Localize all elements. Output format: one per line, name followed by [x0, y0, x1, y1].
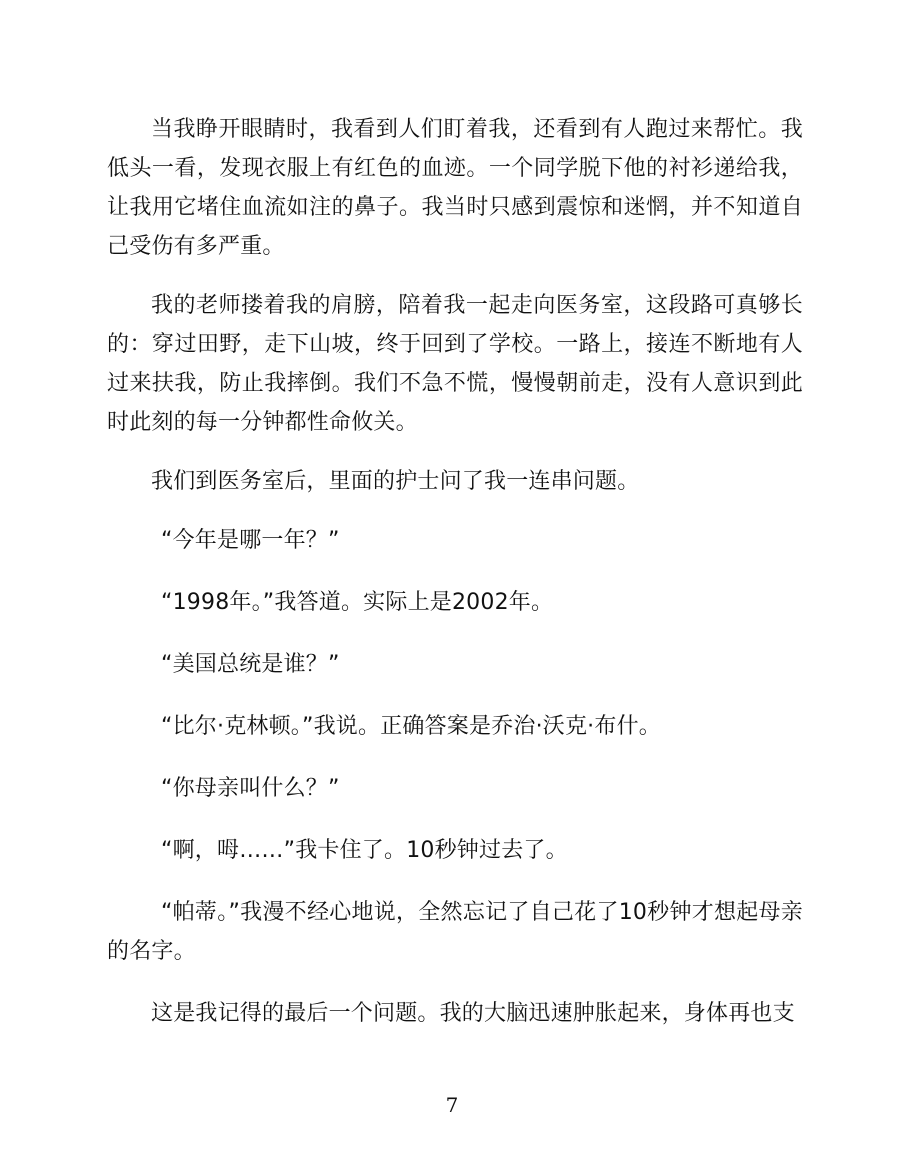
body-text	[107, 110, 803, 1053]
paragraph: 当我睁开眼睛时，我看到人们盯着我，还看到有人跑过来帮忙。我低头一看，发现衣服上有红色的血迹。一个同学脱下他的衬衫递给我，让我用它堵住血流如注的鼻子。我当时只感到震惊和迷惘，并不知道自己受伤有多严重。	[107, 117, 803, 259]
paragraph: 这是我记得的最后一个问题。我的大脑迅速肿胀起来，身体再也支	[151, 1001, 795, 1026]
dialog-line: “美国总统是谁？”	[161, 652, 340, 677]
dialog-line: “你母亲叫什么？”	[161, 776, 340, 801]
page-number: 7	[445, 1093, 459, 1117]
dialog-line: “啊，呣……”我卡住了。10秒钟过去了。	[161, 838, 568, 863]
dialog-line: “帕蒂。”我漫不经心地说，全然忘记了自己花了10秒钟才想起母亲的名字。	[107, 900, 803, 964]
dialog-line: “比尔·克林顿。”我说。正确答案是乔治·沃克·布什。	[161, 714, 661, 739]
paragraph: 我的老师搂着我的肩膀，陪着我一起走向医务室，这段路可真够长的：穿过田野，走下山坡，终于回到了学校。一路上，接连不断地有人过来扶我，防止我摔倒。我们不急不慌，慢慢朝前走，没有人意识到此时此刻的每一分钟都性命攸关。	[107, 293, 803, 435]
dialog-line: “今年是哪一年？”	[161, 528, 340, 553]
paragraph: 我们到医务室后，里面的护士问了我一连串问题。	[151, 469, 640, 494]
dialog-line: “1998年。”我答道。实际上是2002年。	[161, 590, 554, 615]
